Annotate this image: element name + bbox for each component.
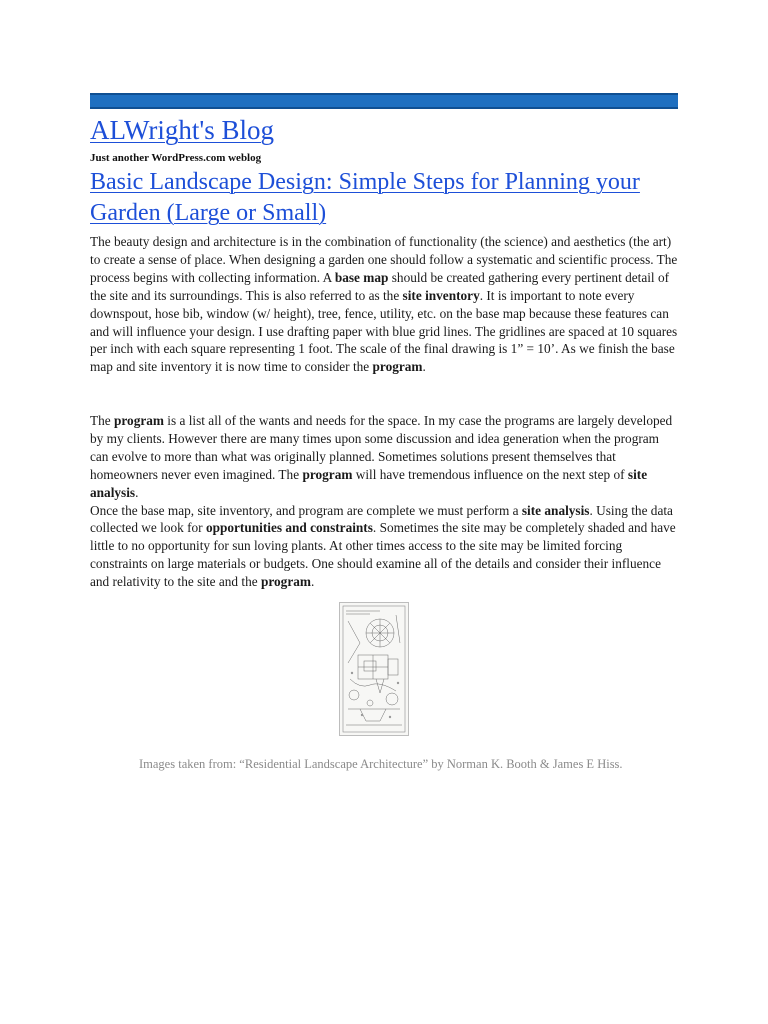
bold-term: program (114, 413, 164, 429)
paragraph-text: . It is important to note every downspout, hose bib, window (w/ height), tree, fence, utility, etc. on the base map because these features can and will influence your design. I use drafting paper with blue grid lines. The gridlines are spaced at 10 squares per inch with each square representing 1 foot. The scale of the final drawing is 1” = 10’. As we finish the base map and site inventory it is now time to consider the (90, 287, 678, 375)
bold-term: site inventory (402, 287, 480, 303)
paragraph-text: . Sometimes the site may be completely shaded and have little to no opportunity for sun loving plants. At other times access to the site may be limited forcing constraints on large materials or budgets. One should examine all of the details and consider their influence and relativity to the site and the (90, 520, 676, 590)
paragraph-text: should be created gathering every pertinent detail of the site and its surroundings. This is also referred to as the (90, 269, 670, 303)
paragraph-text: . Using the data collected we look for (90, 502, 673, 536)
paragraph-text: Once the base map, site inventory, and program are complete we must perform a (90, 502, 522, 518)
bold-term: site analysis (521, 502, 590, 518)
post-body (90, 233, 678, 591)
paragraph-text: . (422, 359, 426, 375)
blog-tagline: Just another WordPress.com weblog (90, 152, 262, 164)
image-caption: Images taken from: “Residential Landscape Architecture” by Norman K. Booth & James E Hiss. (139, 757, 623, 772)
bold-term: program (372, 359, 423, 375)
bold-term: site analysis (90, 466, 648, 500)
paragraph-text: . (135, 484, 139, 500)
site-plan-drawing (340, 603, 408, 735)
paragraph-site-analysis (90, 502, 678, 592)
bold-term: opportunities and constraints (205, 520, 373, 536)
paragraph-text: will have tremendous influence on the next step of (352, 466, 628, 482)
paragraph-text: . (310, 574, 315, 590)
paragraph-text: The (90, 413, 114, 429)
bold-term: program (302, 466, 353, 482)
blog-title-link[interactable]: ALWright's Blog (90, 115, 275, 145)
paragraph-program (90, 412, 678, 502)
site-plan-image[interactable] (339, 602, 409, 736)
paragraph-base-map (90, 233, 678, 376)
paragraph-gap (90, 376, 678, 412)
bold-term: base map (334, 269, 389, 285)
post-title-link[interactable]: Basic Landscape Design: Simple Steps for Planning your Garden (Large or Small) (90, 169, 640, 226)
paragraph-text: is a list all of the wants and needs for the space. In my case the programs are largely developed by my clients. However there are many times upon some discussion and idea generation when the program can evolve to more than what was originally planned. Sometimes solutions present themselves that homeowners never even imagined. The (90, 413, 673, 482)
header-bar (90, 93, 678, 109)
bold-term: program (260, 574, 311, 590)
paragraph-text: The beauty design and architecture is in the combination of functionality (the science) and aesthetics (the art) to create a sense of place. When designing a garden one should follow a systematic and scientific process. The process begins with collecting information. A (90, 234, 678, 285)
blog-page (90, 93, 678, 772)
